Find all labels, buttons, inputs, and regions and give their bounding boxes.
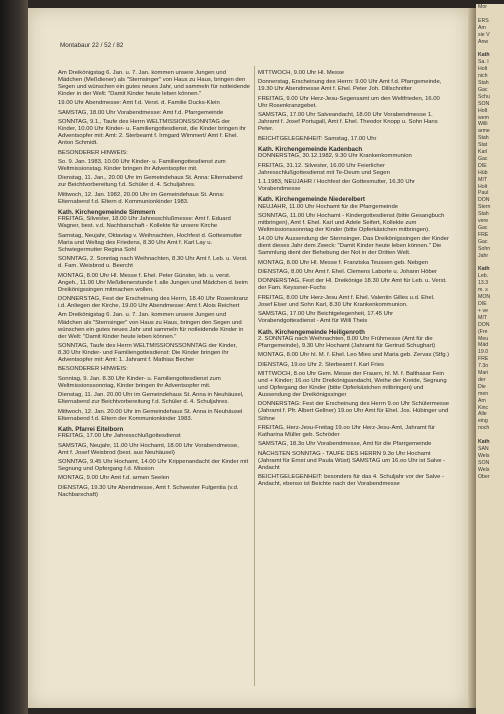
announcement-paragraph: BESONDERER HINWEIS: [58, 366, 128, 373]
announcement-paragraph: MONTAG, 8.00 Uhr hl. M. f. Ehel. Leo Mies und Maria geb. Zervas (Stfg.) [258, 352, 450, 359]
fragment-line: Willi [478, 121, 488, 128]
parish-heading: Kath. Kirchengemeinde Heiligenroth [258, 328, 365, 336]
fragment-line: eing [478, 418, 488, 425]
fragment-line: Sohn [478, 245, 491, 252]
fragment-line: Am [478, 397, 486, 404]
fragment-line: noch [478, 425, 490, 432]
fragment-line: MIT [478, 176, 487, 183]
fragment-line: Kath [478, 52, 490, 59]
announcement-paragraph: DONNERSTAG, 30.12.1982, 9.30 Uhr Krankenkommunion [258, 153, 412, 160]
fragment-line: der [478, 376, 486, 383]
fragment-line: Holt [478, 66, 488, 73]
fragment-line: Holt [478, 107, 488, 114]
fragment-line: Kath [478, 266, 490, 273]
fragment-line: Paul [478, 190, 489, 197]
announcement-paragraph: DIENSTAG, 19.30 Uhr Abendmesse, Amt f. Schwester Fulgentia (v.d. Nachbarschaft) [58, 484, 239, 498]
announcement-paragraph: Am Dreikönigstag 6. Jan. u. 7. Jan. kommen unsere Jungen und Mädchen (Meßdiener) als "Sternsinger" von Haus zu Haus, bringen den Segen und wünschen ein gutes neues Jahr, und sammeln für notleidende Kinder in der Welt: "Damit Kinder heute leben können." [58, 70, 250, 98]
fragment-line: Schu [478, 93, 490, 100]
announcement-paragraph: NEUJAHR, 11.00 Uhr Hochamt für die Pfarrgemeinde [258, 203, 399, 210]
fragment-line: Stah [478, 79, 489, 86]
fragment-line: nich [478, 73, 488, 80]
announcement-paragraph: FREITAG, Herz-Jesu-Freitag 19.oo Uhr Herz-Jesu-Amt, Jahramt für Katharina Müller geb. Schröder [258, 424, 435, 438]
fragment-line: Wels [478, 466, 490, 473]
fragment-line: Alle [478, 411, 487, 418]
announcement-paragraph: SAMSTAG, 18.00 Uhr Vorabendmesse: Amt f.d. Pfarrgemeinde [58, 109, 224, 116]
adjacent-page-fragment [476, 4, 504, 714]
fragment-line: Stah [478, 211, 489, 218]
fragment-line: DIE [478, 162, 487, 169]
fragment-line: FRE [478, 231, 489, 238]
fragment-line: MON [478, 294, 491, 301]
fragment-line: Karl [478, 149, 488, 156]
fragment-line: men [478, 390, 489, 397]
fragment-line: m. s [478, 287, 488, 294]
announcement-paragraph: Mittwoch, 12. Jan. 1982, 20.00 Uhr im Gemeindehaus St. Anna: Elternabend f.d. Eltern d. Kommunionkinder 1983. [58, 191, 225, 205]
announcement-paragraph: MITTWOCH, 8.oo Uhr Gem. Messe der Frauen, hl. M. f. Balthasar Fein und + Kinder; 16.oo Uhr Dreikönigsandacht, Weihe der Kreide, Segnung und Opfergang der Kinder (bitte Opferkästchen mitbringen) und Aussendung der Dreikönigssinger [258, 370, 447, 399]
parish-heading: Kath. Kirchengemeinde Niederelbert [258, 196, 365, 204]
fragment-line: Gac [478, 155, 488, 162]
announcement-paragraph: SONNTAG, Taufe des Herrn WELTMISSIONSSONNTAG der Kinder, 8.30 Uhr Kinder- und Familiengottesdienst: Die Kinder bringen ihr Adventsopfer mit: Amt: 1. Jahramt f. Mathias Becher [58, 342, 237, 364]
announcement-paragraph: BEICHTGELEGENHEIT: Samstag, 17.00 Uhr [258, 135, 377, 142]
announcement-paragraph: NÄCHSTEN SONNTAG - TAUFE DES HERRN 9.3o Uhr Hochamt (Jahramt für Ernst und Paula Wüst) SAMSTAG um 16.oo Uhr ist Salve - Andacht [258, 450, 446, 471]
fragment-line: DIE [478, 300, 487, 307]
announcement-paragraph: DONNERSTAG, Fest der Hl. Dreikönige 18.30 Uhr Amt für Leb. u. Verst. der Fam. Keyssner-Fuchs [258, 278, 447, 292]
fragment-line: FRE [478, 356, 489, 363]
fragment-line: DON [478, 321, 490, 328]
fragment-line: Jahr [478, 252, 489, 259]
fragment-line: Meu [478, 335, 489, 342]
fragment-line: Stat [478, 142, 488, 149]
fragment-line: Sa. I [478, 59, 489, 66]
column-divider [254, 66, 255, 686]
fragment-line: sie V [478, 31, 490, 38]
parish-heading: Kath. Kirchengemeinde Simmern [58, 209, 156, 217]
announcement-paragraph: SONNTAG, 2. Sonntag nach Weihnachten, 8.30 Uhr Amt f. Leb. u. Verst. d. Fam. Weisbrod u. Beercht [58, 256, 248, 270]
fragment-line: vere [478, 218, 489, 225]
fragment-line [476, 11, 504, 18]
fragment-line: MIT [478, 314, 487, 321]
announcement-paragraph: Dienstag, 11. Jan., 20.00 Uhr im Gemeindehaus St. Anna: Elternabend zur Beichtvorbereitung f.d. Schüler d. 4. Schuljahres. [58, 175, 243, 189]
announcement-paragraph: Mittwoch, 12. Jan. 20.00 Uhr im Gemeindehaus St. Anna in Neuhäusel Elternabend f.d. Eltern der Kommunionkinder 1983. [58, 408, 243, 422]
fragment-line: 19.0 [478, 349, 489, 356]
announcement-paragraph: SAMSTAG, 17.00 Uhr Beichtgelegenheit, 17.45 Uhr Vorabendgottesdienst - Amt für Willi Theis [258, 311, 394, 325]
fragment-line: Anw [478, 38, 489, 45]
announcement-paragraph: MITTWOCH, 9.00 Uhr Hl. Messe [258, 70, 345, 76]
announcement-paragraph: FREITAG, 9.00 Uhr Herz-Jesu-Segensamt um den Weltfrieden, 16.00 Uhr Rosenkranzgebet. [258, 95, 440, 109]
announcement-paragraph: FREITAG, 31.12. Silvester, 16.00 Uhr Feierlicher Jahresschlußgottesdienst mit Te-Deum und Segen [258, 162, 390, 176]
fragment-line: SON [478, 459, 490, 466]
announcement-paragraph: SAMSTAG, Neujahr, 11.00 Uhr Hochamt, 18.00 Uhr Vorabendmesse, Amt f. Josef Weisbrod (best. aus Neuhäusel) [58, 442, 239, 456]
announcement-paragraph: Dienstag, 11. Jan. 20.00 Uhr im Gemeindehaus St. Anna in Neuhäusel, Elternabend zur Beichtvorbereitung f.d. Schüler d. 4. Schuljahres. [58, 392, 244, 406]
fragment-line: DON [478, 197, 490, 204]
fragment-line: Hüb [478, 169, 488, 176]
fragment-line: Die [478, 383, 486, 390]
scan-binding-shadow [0, 0, 28, 714]
page-header: Montabaur 22 / 52 / 82 [60, 42, 124, 49]
fragment-line: ERS [478, 17, 489, 24]
announcement-paragraph: Sonntag, 9. Jan. 8.30 Uhr Kinder- u. Familiengottesdienst zum Weltmissionssonntag, Kinder bringen ihr Adventsopfer mit. [58, 375, 221, 389]
fragment-line: Ober [478, 473, 490, 480]
fragment-line: + ve [478, 307, 488, 314]
fragment-line: Stah [478, 135, 489, 142]
announcement-paragraph: Donnerstag, Erscheinung des Herrn: 9.00 Uhr Amt f.d. Pfarrgemeinde, 19.30 Uhr Abendmesse Amt f. Ehel. Peter Joh. Dillschnitter [258, 79, 442, 93]
fragment-line: 7.3o [478, 363, 489, 370]
announcement-paragraph: SONNTAG, 9.45 Uhr Hochamt, 14.00 Uhr Krippenandacht der Kinder mit Segnung und Opfergang f.d. Mission [58, 458, 249, 472]
fragment-line: Stern [478, 204, 491, 211]
announcement-paragraph: Samstag, Neujahr, Oktavtag v. Weihnachten, Hochfest d. Gottesmutter Maria und Weltag des Friedens, 8.30 Uhr Amt f. Karl Lay u. Schwiegermutter Regina Sohl [58, 232, 243, 253]
announcement-paragraph: FREITAG, Silvester, 18.00 Uhr Jahresschlußmesse: Amt f. Eduard Wagner, best. v.d. Nachbarschaft - Kollekte für unsere Kirche [58, 216, 231, 230]
fragment-line: Kath [478, 439, 490, 446]
parish-heading: Kath. Pfarrei Eitelborn [58, 426, 124, 434]
fragment-line: 13.3 [478, 280, 489, 287]
parish-heading: Kath. Kirchengemeinde Kadenbach [258, 146, 363, 154]
announcement-paragraph: DIENSTAG, 19.oo Uhr 2. Sterbeamt f. Karl Fries [258, 361, 384, 368]
fragment-line: Gac [478, 238, 488, 245]
announcement-paragraph: 2. SONNTAG nach Weihnachten, 8.00 Uhr Frühmesse (Amt für die Pfarrgemeinde), 9.30 Uhr Hochamt (Jahramt für Gertrud Schughart) [258, 335, 436, 349]
fragment-line: arme [478, 128, 490, 135]
fragment-line: Kinc [478, 404, 489, 411]
page-edge [468, 8, 476, 708]
announcement-paragraph: DIENSTAG, 8.00 Uhr Amt f. Ehel. Clemens Laborte u. Johann Höber [258, 269, 437, 276]
fragment-line: (Fre [478, 328, 488, 335]
right-column [258, 70, 450, 490]
fragment-line: SAN [478, 446, 489, 452]
announcement-paragraph: 1.1.1983, NEUJAHR / Hochfest der Gottesmutter, 16.30 Uhr Vorabendmesse [258, 178, 415, 192]
fragment-line: Am [478, 24, 486, 31]
announcement-paragraph: FREITAG, 8.00 Uhr Herz-Jesu Amt f. Ehel. Valentin Gilles u.d. Ehel. Josef Elser und Sohn Karl, 8.30 Uhr Krankenkommunion. [258, 294, 435, 308]
announcement-paragraph: FREITAG, 17.00 Uhr Jahresschlußgottesdienst [58, 433, 181, 440]
announcement-paragraph: DONNERSTAG, Fest der Erscheinung des Herrn, 18.40 Uhr Rosenkranz i.d. Anliegen der Kirche, 19.00 Uhr Abendmesse: Amt f. Alois Reichert [58, 296, 249, 310]
announcement-paragraph: BESONDERER HINWEIS: [58, 149, 128, 156]
announcement-paragraph: SAMSTAG, 18.3o Uhr Vorabendmesse, Amt für die Pfarrgemeinde [258, 441, 432, 448]
announcement-paragraph: DONNERSTAG: Fest der Erscheinung des Herrn 9.oo Uhr Schülermesse (Jahramt f. Pfr. Albert Gellner) 19.oo Uhr Amt für Ehel. Jos. Hübinger und Söhne [258, 401, 450, 422]
announcement-paragraph: SONNTAG, 11.00 Uhr Hochamt - Kindergottesdienst (bitte Gesangbuch mitbringen), Amt f. Ehel. Karl und Adele Seifert, Kollekte zum Weltmissionssonntag der Kinder (bitte Opferkästchen mitbringen). [258, 212, 445, 233]
fragment-line [476, 45, 504, 52]
fragment-line [476, 432, 504, 439]
fragment-line [476, 260, 504, 267]
announcement-paragraph: 14.00 Uhr Aussendung der Sternsinger. Das Dreikönigssingen der Kinder dient dieses Jahr dem Zweck: "Damit Kinder heute leben können." Die Sammlung dient der Behebung der Not in der Dritten Welt. [258, 236, 449, 257]
announcement-paragraph: So. 9. Jan. 1983, 10.00 Uhr Kinder- u. Familiengottesdienst zum Weltmissionstag. Kinder bringen ihr Adventsopfer mit. [58, 159, 226, 173]
announcement-paragraph: MONTAG, 8.00 Uhr Hl. Messe f. Ehel. Peter Günster, leb. u. verst. Angeh., 11.00 Uhr Meßdienerstunde f. alle Jungen und Mädchen d. beim Dreikönigssingen mitmachen wollen. [58, 272, 248, 293]
announcement-paragraph: Am Dreikönigstag 6. Jan. u. 7. Jan. kommen unsere Jungen und Mädchen als "Sternsinger" von Haus zu Haus, bringen den Segen und wünschen ein gutes neues Jahr und sammeln für notleidende Kinder in der Welt: "Damit Kinder heute leben können." [58, 312, 244, 340]
fragment-line: Mor [478, 4, 487, 10]
fragment-line: Holt [478, 183, 488, 190]
fragment-line: SON [478, 100, 490, 107]
fragment-line: Wels [478, 452, 490, 459]
announcement-paragraph: MONTAG, 8.00 Uhr Hl. Messe f. Franziska Teussen geb. Nebgen [258, 259, 429, 266]
announcement-paragraph: SAMSTAG, 17.00 Uhr Salveandacht, 18.00 Uhr Vorabendmesse 1. Jahramt f. Josef Portugall, Amt f. Ehel. Theodor Knopp u. Sohn Hans Peter. [258, 112, 438, 133]
left-column [58, 70, 250, 501]
fragment-line: Gac [478, 225, 488, 231]
fragment-line: wem [478, 114, 489, 121]
fragment-line: Gac [478, 86, 488, 93]
fragment-line: Mari [478, 370, 489, 377]
fragment-line: Mäd [478, 342, 489, 349]
announcement-paragraph: BEICHTGELEGENHEIT: besonders für das 4. Schuljahr vor der Salve - Andacht, ebenso ist Beichte nach der Vorabendmesse [258, 474, 444, 488]
announcement-paragraph: SONNTAG, 9.1., Taufe des Herrn WELTMISSIONSSONNTAG der Kinder, 10.00 Uhr Kinder- u. Familiengottesdienst, die Kinder bringen ihr Adventsopfer mit: Amt: 2. Sterbeamt f. Irmgard Wimmert/ Amt f. Ehel. Anton Schmidt. [58, 119, 246, 147]
announcement-paragraph: MONTAG, 9.00 Uhr Amt f.d. armen Seelen [58, 475, 170, 482]
announcement-paragraph: 19.00 Uhr Abendmesse: Amt f.d. Verst. d. Familie Ducks-Klein [58, 100, 220, 107]
fragment-line: Leb. [478, 273, 489, 280]
